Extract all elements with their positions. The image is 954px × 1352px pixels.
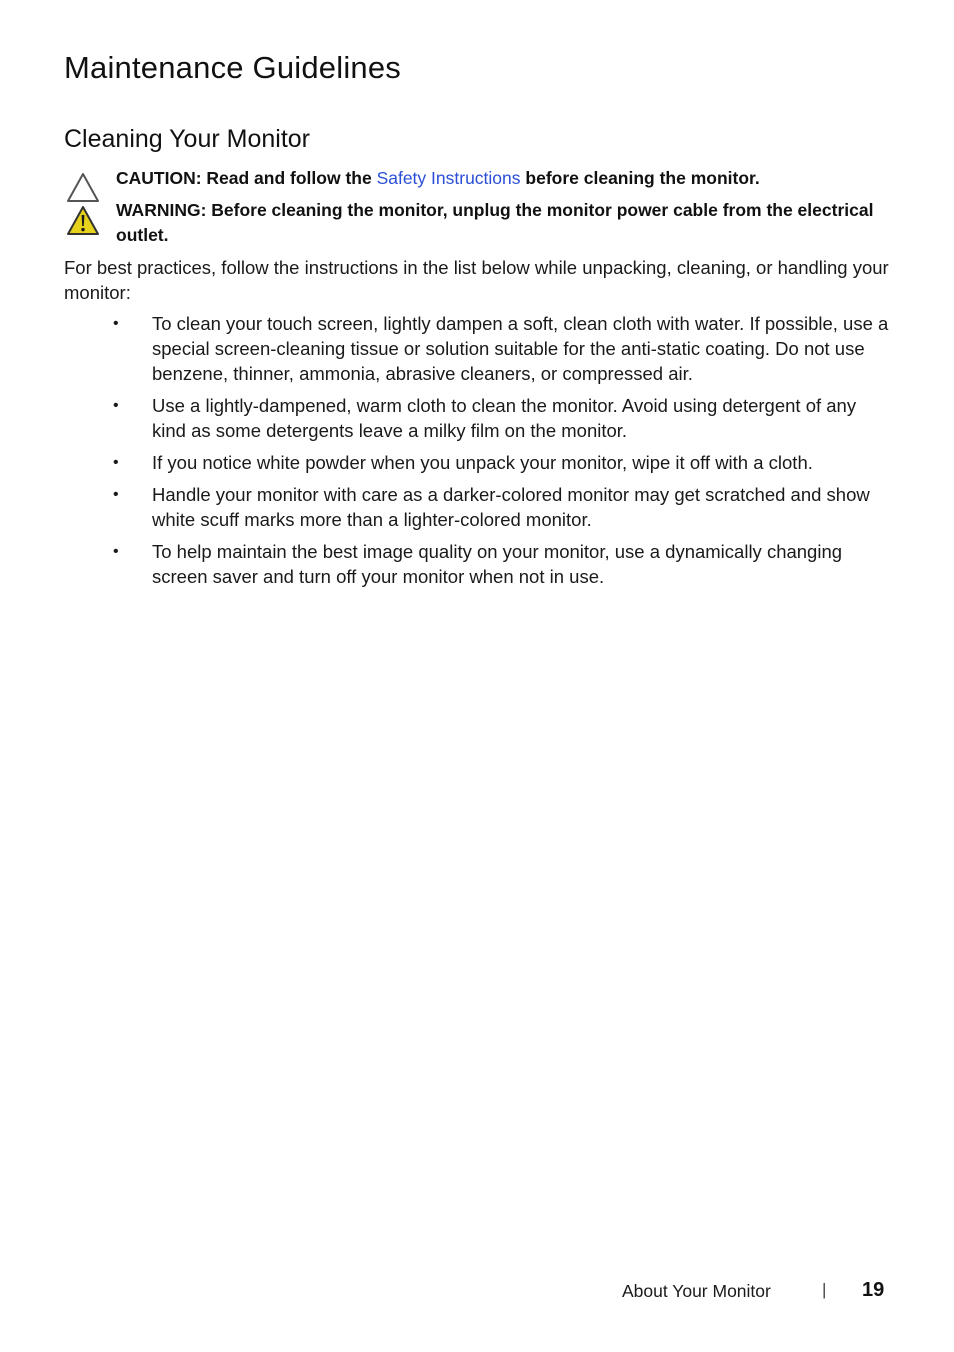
list-item-text: If you notice white powder when you unpack your monitor, wipe it off with a cloth. bbox=[152, 452, 813, 473]
caution-prefix: CAUTION: Read and follow the bbox=[116, 168, 377, 188]
footer-separator: | bbox=[822, 1280, 827, 1299]
page-number: 19 bbox=[862, 1279, 885, 1301]
safety-instructions-link[interactable]: Safety Instructions bbox=[376, 168, 521, 188]
list-item-text: To clean your touch screen, lightly dampen a soft, clean cloth with water. If possible, use a special screen-cleaning tissue or solution suitable for the anti-static coating. Do not use benzene, thinner, ammonia, abrasive cleaners, or compressed air. bbox=[152, 313, 889, 384]
list-item-text: To help maintain the best image quality on your monitor, use a dynamically changing screen saver and turn off your monitor when not in use. bbox=[152, 541, 843, 587]
caution-notice bbox=[116, 166, 896, 191]
list-item-text: Handle your monitor with care as a darker-colored monitor may get scratched and show white scuff marks more than a lighter-colored monitor. bbox=[152, 484, 870, 530]
bullet-icon: • bbox=[113, 543, 119, 560]
footer-section-label: About Your Monitor bbox=[622, 1281, 771, 1301]
list-item bbox=[64, 539, 894, 589]
list-item bbox=[64, 393, 894, 443]
bullet-icon: • bbox=[113, 486, 119, 503]
caution-suffix: before cleaning the monitor. bbox=[520, 168, 760, 188]
list-item bbox=[64, 482, 894, 532]
list-item bbox=[64, 311, 894, 386]
bullet-icon: • bbox=[113, 315, 119, 332]
bullet-list bbox=[64, 311, 894, 596]
section-title: Cleaning Your Monitor bbox=[64, 125, 310, 153]
list-item bbox=[64, 450, 894, 475]
list-item-text: Use a lightly-dampened, warm cloth to clean the monitor. Avoid using detergent of any kind as some detergents leave a milky film on the monitor. bbox=[152, 395, 857, 441]
intro-paragraph: For best practices, follow the instructions in the list below while unpacking, cleaning, or handling your monitor: bbox=[64, 257, 889, 303]
bullet-icon: • bbox=[113, 454, 119, 471]
caution-triangle-icon bbox=[66, 172, 100, 203]
page-title: Maintenance Guidelines bbox=[64, 50, 401, 85]
warning-notice: WARNING: Before cleaning the monitor, unplug the monitor power cable from the electrical outlet. bbox=[116, 200, 874, 245]
warning-triangle-icon bbox=[66, 205, 100, 236]
bullet-icon: • bbox=[113, 397, 119, 414]
